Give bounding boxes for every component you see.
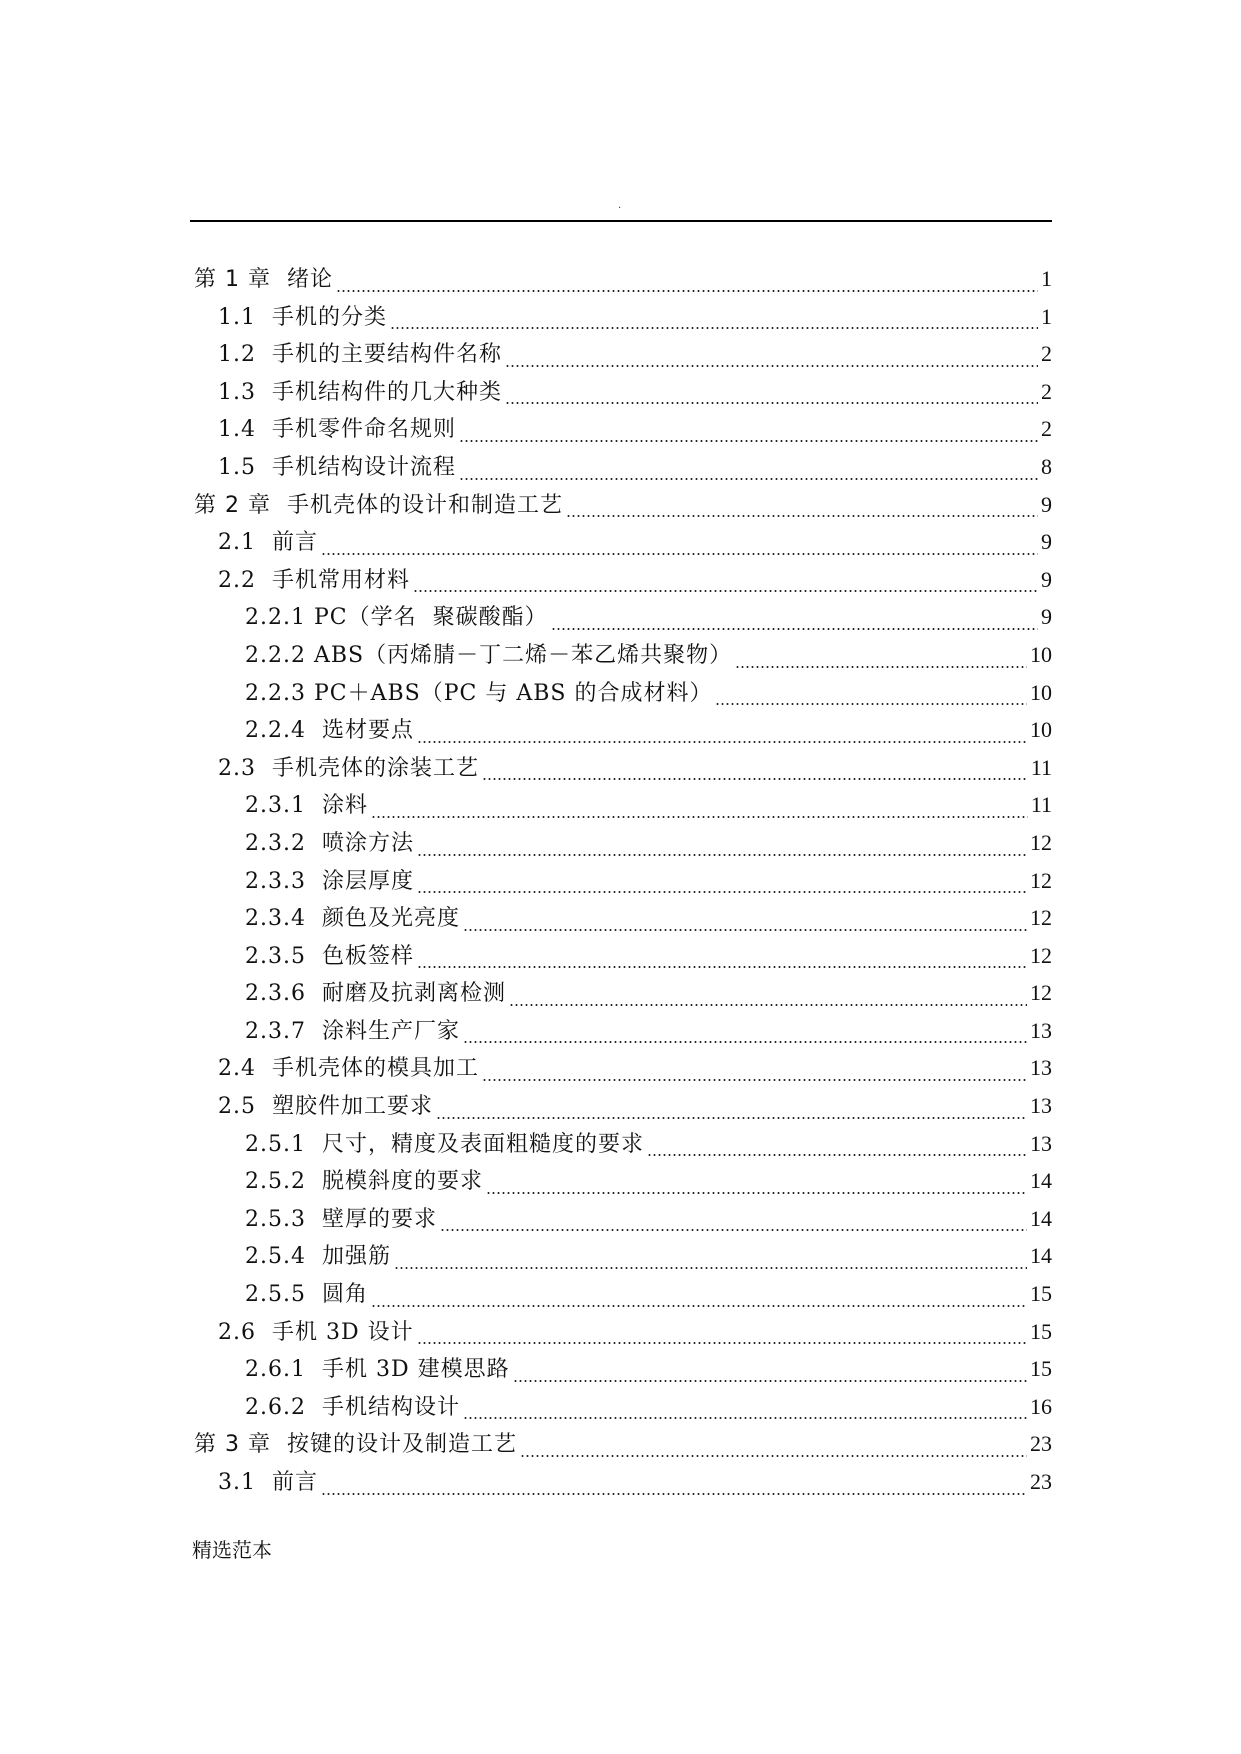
toc-entry-page-number: 9 bbox=[1041, 491, 1052, 517]
toc-entry[interactable] bbox=[190, 751, 1052, 789]
dot-leader bbox=[715, 703, 1027, 705]
toc-entry-page-number: 13 bbox=[1030, 1017, 1052, 1043]
toc-entry[interactable] bbox=[190, 450, 1052, 488]
toc-entry-title: 1.3 手机结构件的几大种类 bbox=[218, 379, 502, 405]
dot-leader bbox=[459, 440, 1038, 442]
toc-entry[interactable] bbox=[190, 1051, 1052, 1089]
dot-leader bbox=[417, 1342, 1027, 1344]
dot-leader bbox=[463, 929, 1027, 931]
toc-entry[interactable] bbox=[190, 976, 1052, 1014]
toc-entry[interactable] bbox=[190, 1014, 1052, 1052]
toc-entry-title: 2.2.2 ABS（丙烯腈－丁二烯－苯乙烯共聚物） bbox=[245, 642, 733, 668]
dot-leader bbox=[390, 327, 1038, 329]
dot-leader bbox=[417, 854, 1027, 856]
toc-entry-page-number: 14 bbox=[1030, 1168, 1052, 1194]
toc-entry-title: 2.5.4 加强筋 bbox=[245, 1244, 391, 1270]
toc-entry-page-number: 2 bbox=[1041, 341, 1052, 367]
toc-entry-title: 2.2.3 PC＋ABS（PC 与 ABS 的合成材料） bbox=[245, 680, 713, 706]
toc-entry-title: 2.3.3 涂层厚度 bbox=[245, 868, 414, 894]
toc-entry-page-number: 9 bbox=[1041, 529, 1052, 555]
toc-entry[interactable] bbox=[190, 1164, 1052, 1202]
toc-entry[interactable] bbox=[190, 488, 1052, 526]
toc-entry-title: 第 3 章 按键的设计及制造工艺 bbox=[194, 1432, 517, 1458]
dot-leader bbox=[505, 402, 1038, 404]
toc-entry-title: 1.1 手机的分类 bbox=[218, 304, 387, 330]
toc-entry[interactable] bbox=[190, 1315, 1052, 1353]
toc-entry-page-number: 2 bbox=[1041, 416, 1052, 442]
dot-leader bbox=[436, 1117, 1027, 1119]
toc-entry-title: 2.3.4 颜色及光亮度 bbox=[245, 906, 460, 932]
toc-entry-title: 2.2 手机常用材料 bbox=[218, 567, 410, 593]
dot-leader bbox=[463, 1041, 1027, 1043]
dot-leader bbox=[482, 778, 1028, 780]
toc-entry[interactable] bbox=[190, 1277, 1052, 1315]
dot-leader bbox=[371, 1305, 1027, 1307]
dot-leader bbox=[513, 1380, 1027, 1382]
toc-entry-page-number: 1 bbox=[1041, 266, 1052, 291]
toc-entry-page-number: 15 bbox=[1030, 1318, 1052, 1344]
dot-leader bbox=[482, 1079, 1027, 1081]
toc-entry[interactable] bbox=[190, 676, 1052, 714]
toc-entry-title: 2.3.1 涂料 bbox=[245, 793, 368, 819]
toc-entry[interactable] bbox=[190, 1465, 1052, 1503]
dot-leader bbox=[417, 966, 1027, 968]
toc-entry-page-number: 23 bbox=[1030, 1431, 1052, 1457]
toc-entry[interactable] bbox=[190, 939, 1052, 977]
toc-entry[interactable] bbox=[190, 788, 1052, 826]
toc-entry[interactable] bbox=[190, 525, 1052, 563]
dot-leader bbox=[440, 1229, 1027, 1231]
dot-leader bbox=[463, 1417, 1027, 1419]
dot-leader bbox=[413, 590, 1038, 592]
toc-entry[interactable] bbox=[190, 1202, 1052, 1240]
header-dot: . bbox=[618, 200, 622, 211]
dot-leader bbox=[459, 478, 1038, 480]
toc-entry-title: 2.5.3 壁厚的要求 bbox=[245, 1206, 437, 1232]
toc-entry-page-number: 2 bbox=[1041, 378, 1052, 404]
toc-entry-title: 1.5 手机结构设计流程 bbox=[218, 454, 456, 480]
toc-entry[interactable] bbox=[190, 563, 1052, 601]
toc-entry-page-number: 16 bbox=[1030, 1393, 1052, 1419]
toc-entry[interactable] bbox=[190, 1239, 1052, 1277]
toc-entry-title: 2.5 塑胶件加工要求 bbox=[218, 1094, 433, 1120]
dot-leader bbox=[509, 1004, 1027, 1006]
toc-entry[interactable] bbox=[190, 713, 1052, 751]
footer-text: 精选范本 bbox=[192, 1538, 272, 1562]
toc-entry-page-number: 14 bbox=[1030, 1205, 1052, 1231]
toc-entry-title: 2.5.5 圆角 bbox=[245, 1282, 368, 1308]
toc-entry-title: 2.6 手机 3D 设计 bbox=[218, 1319, 414, 1345]
toc-entry-title: 2.3.2 喷涂方法 bbox=[245, 830, 414, 856]
toc-entry[interactable] bbox=[190, 600, 1052, 638]
toc-entry[interactable] bbox=[190, 638, 1052, 676]
toc-entry-page-number: 13 bbox=[1030, 1055, 1052, 1081]
toc-entry-title: 1.4 手机零件命名规则 bbox=[218, 417, 456, 443]
toc-entry[interactable] bbox=[190, 864, 1052, 902]
toc-entry-title: 3.1 前言 bbox=[218, 1470, 318, 1495]
dot-leader bbox=[417, 891, 1027, 893]
toc-entry[interactable] bbox=[190, 1352, 1052, 1390]
dot-leader bbox=[486, 1192, 1027, 1194]
toc-entry-page-number: 9 bbox=[1041, 604, 1052, 630]
dot-leader bbox=[321, 1493, 1027, 1495]
toc-entry-page-number: 13 bbox=[1030, 1130, 1052, 1156]
dot-leader bbox=[566, 515, 1038, 517]
toc-entry-page-number: 12 bbox=[1030, 867, 1052, 893]
toc-entry-page-number: 9 bbox=[1041, 566, 1052, 592]
toc-entry[interactable] bbox=[190, 1427, 1052, 1465]
toc-entry-title: 第 1 章 绪论 bbox=[194, 267, 333, 292]
dot-leader bbox=[647, 1154, 1027, 1156]
toc-entry-page-number: 12 bbox=[1030, 980, 1052, 1006]
toc-entry[interactable] bbox=[190, 375, 1052, 413]
dot-leader bbox=[321, 553, 1038, 555]
toc-entry[interactable] bbox=[190, 1127, 1052, 1165]
header-rule bbox=[190, 220, 1052, 222]
toc-entry[interactable] bbox=[190, 826, 1052, 864]
toc-entry-page-number: 11 bbox=[1030, 792, 1052, 818]
toc-entry[interactable] bbox=[190, 262, 1052, 300]
toc-entry-title: 2.5.1 尺寸，精度及表面粗糙度的要求 bbox=[245, 1131, 644, 1157]
toc-entry-page-number: 11 bbox=[1030, 754, 1052, 780]
toc-entry-page-number: 23 bbox=[1030, 1469, 1052, 1494]
toc-entry-page-number: 15 bbox=[1030, 1281, 1052, 1307]
toc-entry-page-number: 12 bbox=[1030, 829, 1052, 855]
toc-entry-title: 第 2 章 手机壳体的设计和制造工艺 bbox=[194, 492, 563, 518]
toc-entry-title: 2.5.2 脱模斜度的要求 bbox=[245, 1169, 483, 1195]
toc-entry-page-number: 1 bbox=[1041, 303, 1052, 329]
dot-leader bbox=[505, 365, 1038, 367]
toc-entry-title: 2.6.1 手机 3D 建模思路 bbox=[245, 1357, 510, 1383]
toc-entry-title: 2.3.7 涂料生产厂家 bbox=[245, 1018, 460, 1044]
toc-entry-page-number: 14 bbox=[1030, 1243, 1052, 1269]
toc-entry-title: 1.2 手机的主要结构件名称 bbox=[218, 342, 502, 368]
toc-entry[interactable] bbox=[190, 300, 1052, 338]
toc-entry-page-number: 10 bbox=[1030, 717, 1052, 743]
toc-entry-title: 2.2.4 选材要点 bbox=[245, 718, 414, 744]
toc-entry-page-number: 13 bbox=[1030, 1093, 1052, 1119]
dot-leader bbox=[394, 1267, 1027, 1269]
toc-entry-page-number: 10 bbox=[1030, 641, 1052, 667]
toc-entry-page-number: 15 bbox=[1030, 1356, 1052, 1382]
toc-entry[interactable] bbox=[190, 1390, 1052, 1428]
dot-leader bbox=[735, 666, 1027, 668]
toc-entry[interactable] bbox=[190, 1089, 1052, 1127]
dot-leader bbox=[417, 741, 1027, 743]
toc-entry-page-number: 12 bbox=[1030, 905, 1052, 931]
toc-entry-title: 2.3.5 色板签样 bbox=[245, 943, 414, 969]
toc-entry-title: 2.3 手机壳体的涂装工艺 bbox=[218, 755, 479, 781]
dot-leader bbox=[336, 290, 1038, 292]
dot-leader bbox=[371, 816, 1028, 818]
dot-leader bbox=[551, 628, 1038, 630]
toc-entry[interactable] bbox=[190, 412, 1052, 450]
toc-entry-page-number: 10 bbox=[1030, 679, 1052, 705]
toc-entry-title: 2.4 手机壳体的模具加工 bbox=[218, 1056, 479, 1082]
toc-entry[interactable] bbox=[190, 901, 1052, 939]
toc-entry-title: 2.6.2 手机结构设计 bbox=[245, 1394, 460, 1420]
dot-leader bbox=[520, 1455, 1027, 1457]
toc-entry[interactable] bbox=[190, 337, 1052, 375]
toc-entry-page-number: 12 bbox=[1030, 942, 1052, 968]
toc-entry-title: 2.2.1 PC（学名 聚碳酸酯） bbox=[245, 605, 548, 631]
table-of-contents bbox=[190, 262, 1052, 1503]
toc-entry-page-number: 8 bbox=[1041, 453, 1052, 479]
toc-entry-title: 2.3.6 耐磨及抗剥离检测 bbox=[245, 981, 506, 1007]
toc-entry-title: 2.1 前言 bbox=[218, 530, 318, 556]
